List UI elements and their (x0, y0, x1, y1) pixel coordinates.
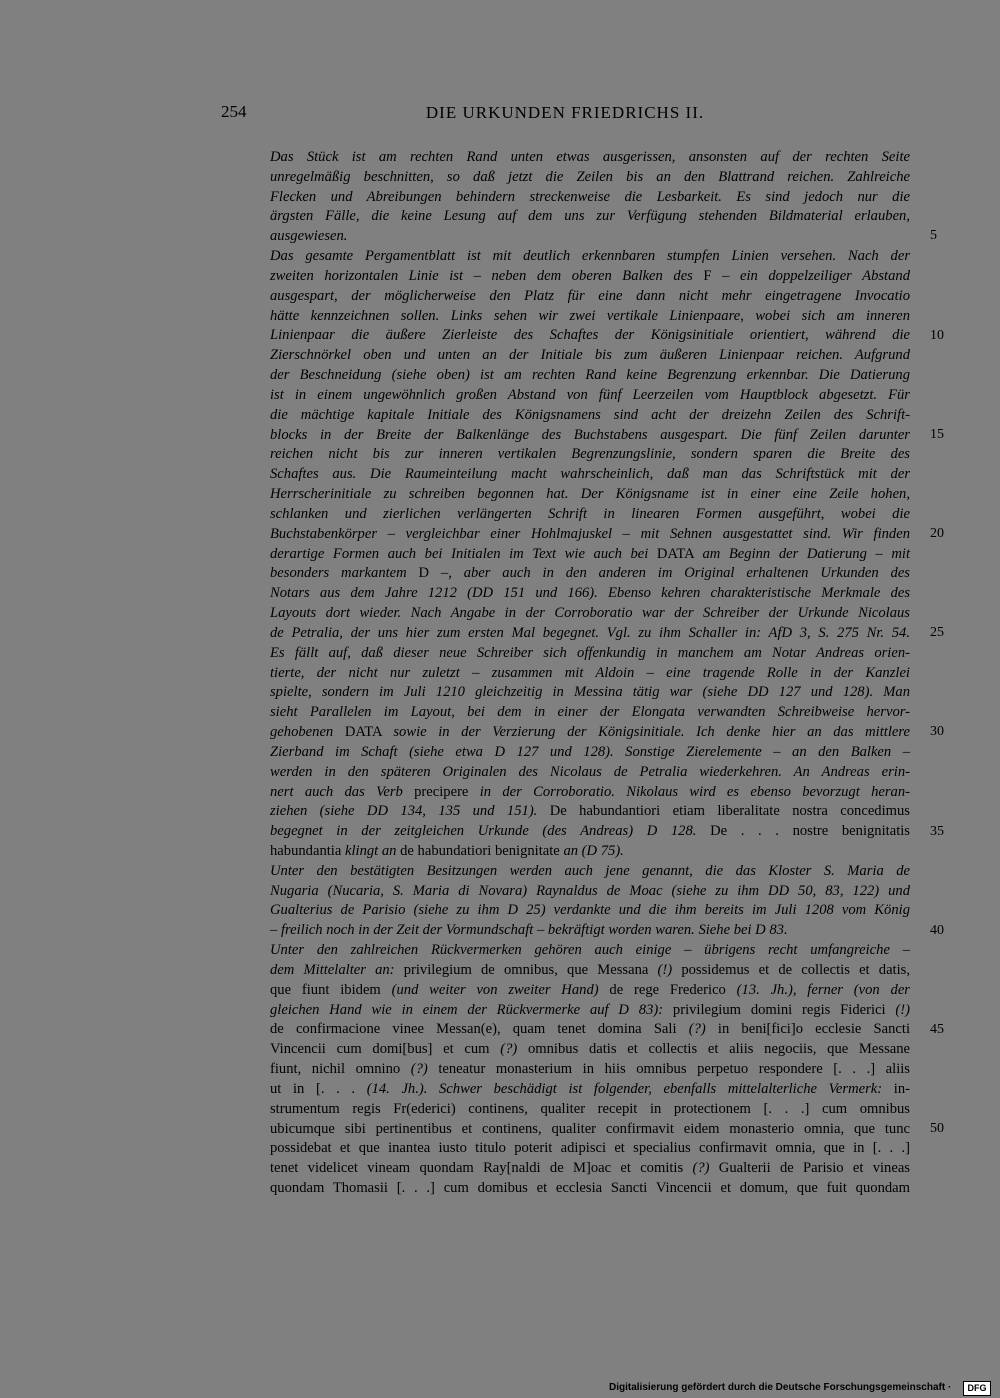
text-line: reichen nicht bis zur inneren vertikalen Begrenzungslinie, sondern sparen die Breite des (270, 446, 910, 463)
text-line: possidebat et que inantea iusto titulo poterit adipisci et specialius confirmavit omnia, que in [. . .] (270, 1140, 910, 1157)
line-number: 30 (930, 724, 944, 740)
text-line: zweiten horizontalen Linie ist – neben dem oberen Balken des F – ein doppelzeiliger Abstand (270, 267, 910, 284)
text-line: derartige Formen auch bei Initialen im Text wie auch bei DATA am Beginn der Datierung – mit (270, 545, 910, 562)
line-number: 5 (930, 228, 937, 244)
text-line: Es fällt auf, daß dieser neue Schreiber sich offenkundig in manchem am Notar Andreas orien- (270, 644, 910, 661)
text-line: spielte, sondern im Juli 1210 gleichzeitig in Messina tätig war (siehe DD 127 und 128). Man (270, 684, 910, 701)
text-line: Layouts dort wieder. Nach Angabe in der Corroboratio war der Schreiber der Urkunde Nicolaus (270, 605, 910, 622)
text-line: Buchstabenkörper – vergleichbar einer Hohlmajuskel – mit Sehnen ausgestattet sind. Wir finden (270, 525, 910, 542)
line-number: 50 (930, 1121, 944, 1137)
text-line: Linienpaar die äußere Zierleiste des Schaftes der Königsinitiale orientiert, während die (270, 327, 910, 344)
text-line: Schaftes aus. Die Raumeinteilung macht wahrscheinlich, daß man das Schriftstück mit der (270, 466, 910, 483)
text-line: Nugaria (Nucaria, S. Maria di Novara) Raynaldus de Moac (siehe zu ihm DD 50, 83, 122) und (270, 882, 910, 899)
text-line: nert auch das Verb precipere in der Corroboratio. Nikolaus wird es ebenso bevorzugt heran- (270, 783, 910, 800)
text-line: ist in einem ungewöhnlich großen Abstand von fünf Leerzeilen vom Hauptblock abgesetzt. Für (270, 386, 910, 403)
text-line: de Petralia, der uns hier zum ersten Mal begegnet. Vgl. zu ihm Schaller in: AfD 3, S. 275 Nr. 54. (270, 624, 910, 641)
text-line: ut in [. . . (14. Jh.). Schwer beschädigt ist folgender, ebenfalls mittelalterliche Vermerk: in- (270, 1080, 910, 1097)
line-number: 35 (930, 823, 944, 839)
text-line: que fiunt ibidem (und weiter von zweiter Hand) de rege Frederico (13. Jh.), ferner (von der (270, 981, 910, 998)
text-line: habundantia klingt an de habundatiori benignitate an (D 75). (270, 842, 624, 859)
text-line: tierte, der nicht nur zuletzt – zusammen mit Aldoin – eine tragende Rolle in der Kanzlei (270, 664, 910, 681)
text-line: begegnet in der zeitgleichen Urkunde (des Andreas) D 128. De . . . nostre benignitatis (270, 823, 910, 840)
text-line: besonders markantem D –, aber auch in den anderen im Original erhaltenen Urkunden des (270, 565, 910, 582)
line-number: 15 (930, 426, 944, 442)
line-number: 45 (930, 1021, 944, 1037)
text-line: hätte kennzeichnen sollen. Links sehen wir zwei vertikale Linienpaare, wobei sich am inneren (270, 307, 910, 324)
line-number: 20 (930, 525, 944, 541)
dfg-funding-note: Digitalisierung gefördert durch die Deutsche Forschungsgemeinschaft · (609, 1382, 952, 1393)
text-line: ausgewiesen. (270, 228, 348, 245)
text-line: dem Mittelalter an: privilegium de omnibus, que Messana (!) possidemus et de collectis et datis, (270, 961, 910, 978)
text-line: werden in den späteren Originalen des Nicolaus de Petralia wiederkehren. An Andreas erin- (270, 763, 910, 780)
text-line: de confirmacione vinee Messan(e), quam tenet domina Sali (?) in beni[fici]o ecclesie Sancti (270, 1021, 910, 1038)
text-line: Zierschnörkel oben und unten an der Initiale bis zum äußeren Linienpaar reichen. Aufgrund (270, 347, 910, 364)
text-line: Unter den zahlreichen Rückvermerken gehören auch einige – übrigens recht umfangreiche – (270, 942, 910, 959)
text-line: strumentum regis Fr(ederici) continens, qualiter recepit in protectionem [. . .] cum omnibus (270, 1100, 910, 1117)
text-line: ausgespart, der möglicherweise den Platz für eine dann nicht mehr eingetragene Invocatio (270, 287, 910, 304)
text-line: ärgsten Fälle, die keine Lesung auf dem uns zur Verfügung stehenden Bildmaterial erlauben, (270, 208, 910, 225)
running-head-title: DIE URKUNDEN FRIEDRICHS II. (425, 103, 705, 122)
text-line: – freilich noch in der Zeit der Vormundschaft – bekräftigt worden waren. Siehe bei D 83. (270, 922, 788, 939)
text-line: ubicumque sibi pertinentibus et continens, qualiter confirmavit eidem monasterio omnia, que tunc (270, 1120, 910, 1137)
page-number: 254 (221, 102, 247, 121)
text-line: blocks in der Breite der Balkenlänge des Buchstabens ausgespart. Die fünf Zeilen darunter (270, 426, 910, 443)
text-line: ziehen (siehe DD 134, 135 und 151). De habundantiori etiam liberalitate nostra concedimus (270, 803, 910, 820)
dfg-logo: DFG (963, 1381, 991, 1396)
text-line: fiunt, nichil omnino (?) teneatur monasterium in hiis omnibus perpetuo respondere [. . .] aliis (270, 1061, 910, 1078)
text-line: gleichen Hand wie in einem der Rückvermerke auf D 83): privilegium domini regis Fiderici (!) (270, 1001, 910, 1018)
commentary-text (270, 148, 910, 1199)
text-line: die mächtige kapitale Initiale des Königsnamens sind acht der dreizehn Zeilen des Schrift- (270, 406, 910, 423)
text-line: Flecken und Abreibungen behindern streckenweise die Lesbarkeit. Es sind jedoch nur die (270, 188, 910, 205)
line-number: 25 (930, 625, 944, 641)
text-line: Notars aus dem Jahre 1212 (DD 151 und 166). Ebenso kehren charakteristische Merkmale des (270, 585, 910, 602)
text-line: schlanken und zierlichen verlängerten Schrift in linearen Formen ausgeführt, wobei die (270, 505, 910, 522)
line-number: 40 (930, 922, 944, 938)
text-line: tenet videlicet vineam quondam Ray[naldi de M]oac et comitis (?) Gualterii de Parisio et vineas (270, 1160, 910, 1177)
text-line: Gualterius de Parisio (siehe zu ihm D 25) verdankte und die ihm bereits im Juli 1208 vom König (270, 902, 910, 919)
text-line: gehobenen DATA sowie in der Verzierung der Königsinitiale. Ich denke hier an das mittlere (270, 724, 910, 741)
text-line: Das gesamte Pergamentblatt ist mit deutlich erkennbaren stumpfen Linien versehen. Nach der (270, 248, 910, 265)
text-line: Vincencii cum domi[bus] et cum (?) omnibus datis et collectis et aliis negociis, que Messane (270, 1041, 910, 1058)
text-line: unregelmäßig beschnitten, so daß jetzt die Zeilen bis an den Blattrand reichen. Zahlreiche (270, 168, 910, 185)
line-number: 10 (930, 327, 944, 343)
text-line: Das Stück ist am rechten Rand unten etwas ausgerissen, ansonsten auf der rechten Seite (270, 149, 910, 165)
text-line: Unter den bestätigten Besitzungen werden auch jene genannt, die das Kloster S. Maria de (270, 862, 910, 879)
text-line: quondam Thomasii [. . .] cum domibus et ecclesia Sancti Vincencii et domum, que fuit quondam (270, 1180, 910, 1197)
text-line: Herrscherinitiale zu schreiben begonnen hat. Der Königsname ist in einer eine Zeile hohen, (270, 486, 910, 503)
text-line: der Beschneidung (siehe oben) ist am rechten Rand keine Begrenzung erkennbar. Die Datierung (270, 367, 910, 384)
text-line: Zierband im Schaft (siehe etwa D 127 und 128). Sonstige Zierelemente – an den Balken – (270, 743, 910, 760)
text-line: sieht Parallelen im Layout, bei dem in einer der Elongata verwandten Schreibweise hervor- (270, 704, 910, 721)
